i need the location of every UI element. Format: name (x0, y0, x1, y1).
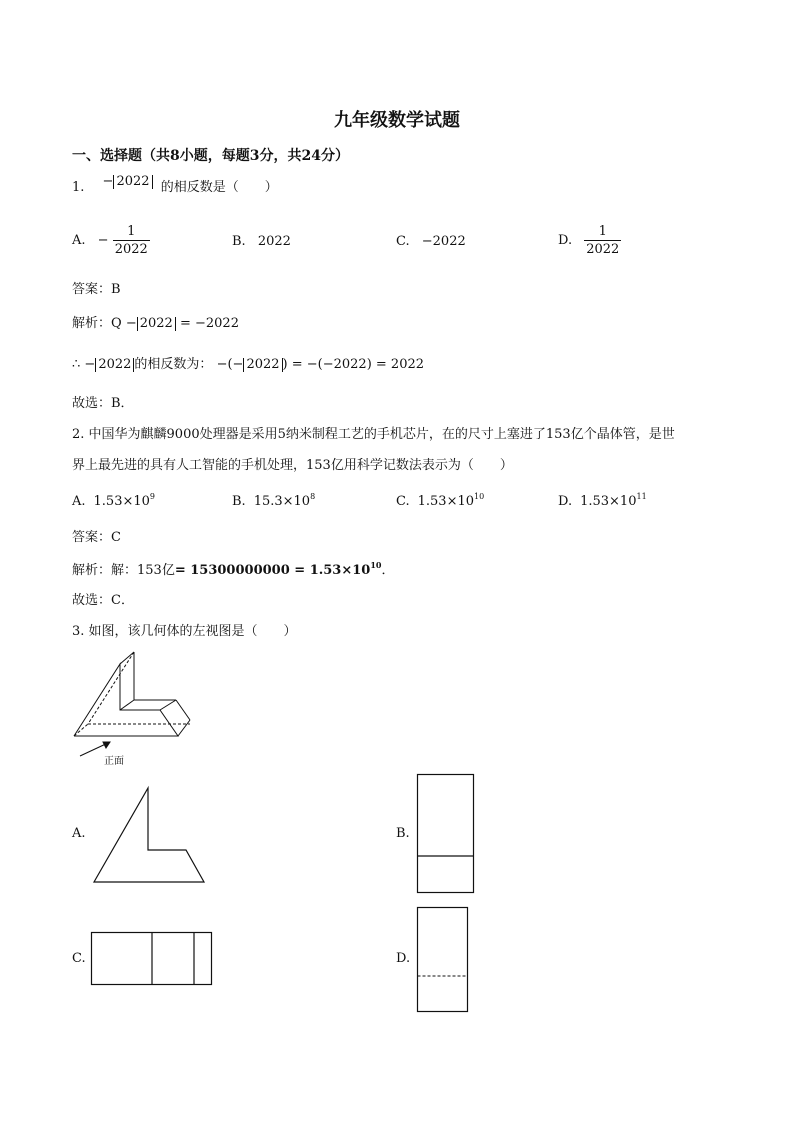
conclusion-2: 故选：C． (72, 593, 134, 608)
option-d: D. $1.53\times 10^{11}$ (558, 492, 647, 509)
option-d-figure[interactable] (417, 907, 471, 1015)
solid-figure (66, 648, 196, 770)
option-a: A. $1.53\times 10^9$ (72, 492, 156, 509)
front-label: 正面 (104, 756, 124, 767)
option-a-figure[interactable] (90, 786, 210, 886)
answer-1: 答案：B (72, 282, 121, 297)
option-c: C. −2022 (396, 234, 466, 249)
option-b-label: B. (396, 826, 410, 841)
option-c-figure[interactable] (91, 932, 215, 988)
question-1-stem: 1. − 2022 的相反数是（ ） (72, 174, 278, 195)
question-2-line-1: 2. 中国华为麒麟9000处理器是采用5纳米制程工艺的手机芯片，在的尺寸上塞进了153亿个晶体管，是世 (72, 427, 675, 442)
question-2-line-2: 界上最先进的具有人工智能的手机处理，153亿用科学记数法表示为（ ） (72, 458, 513, 473)
option-b-figure[interactable] (417, 774, 477, 896)
option-c: C. $1.53\times 10^{10}$ (396, 492, 485, 509)
option-d: D. $\frac{1}{2022}$ (558, 224, 620, 257)
question-3-stem: 3. 如图，该几何体的左视图是（ ） (72, 624, 297, 639)
option-d-label: D. (396, 951, 411, 966)
option-b: B. $15.3\times 10^8$ (232, 492, 316, 509)
absolute-value: 2022 (113, 175, 152, 189)
analysis-1-therefore: ∴ − 2022 的相反数为： −(− 2022 ) = −(−2022) = 2022 (72, 357, 425, 372)
analysis-1: 解析：Q − 2022 = −2022 (72, 316, 239, 331)
option-c-label: C. (72, 951, 86, 966)
fraction: $\frac{1}{2022}$ (586, 224, 620, 257)
option-b: B. 2022 (232, 234, 291, 249)
page-title: 九年级数学试题 (334, 110, 460, 131)
fraction: $\frac{1}{2022}$ (114, 224, 148, 257)
answer-2: 答案：C (72, 530, 121, 545)
conclusion-1: 故选：B． (72, 396, 134, 411)
analysis-2: 解析：解：153亿= $15300000000 = 1.53\times 10^{10}$． (72, 560, 395, 578)
option-a: A. − $\frac{1}{2022}$ (72, 224, 148, 257)
option-a-label: A. (72, 826, 86, 841)
section-heading: 一、选择题（共8小题，每题3分，共24分） (72, 148, 349, 164)
